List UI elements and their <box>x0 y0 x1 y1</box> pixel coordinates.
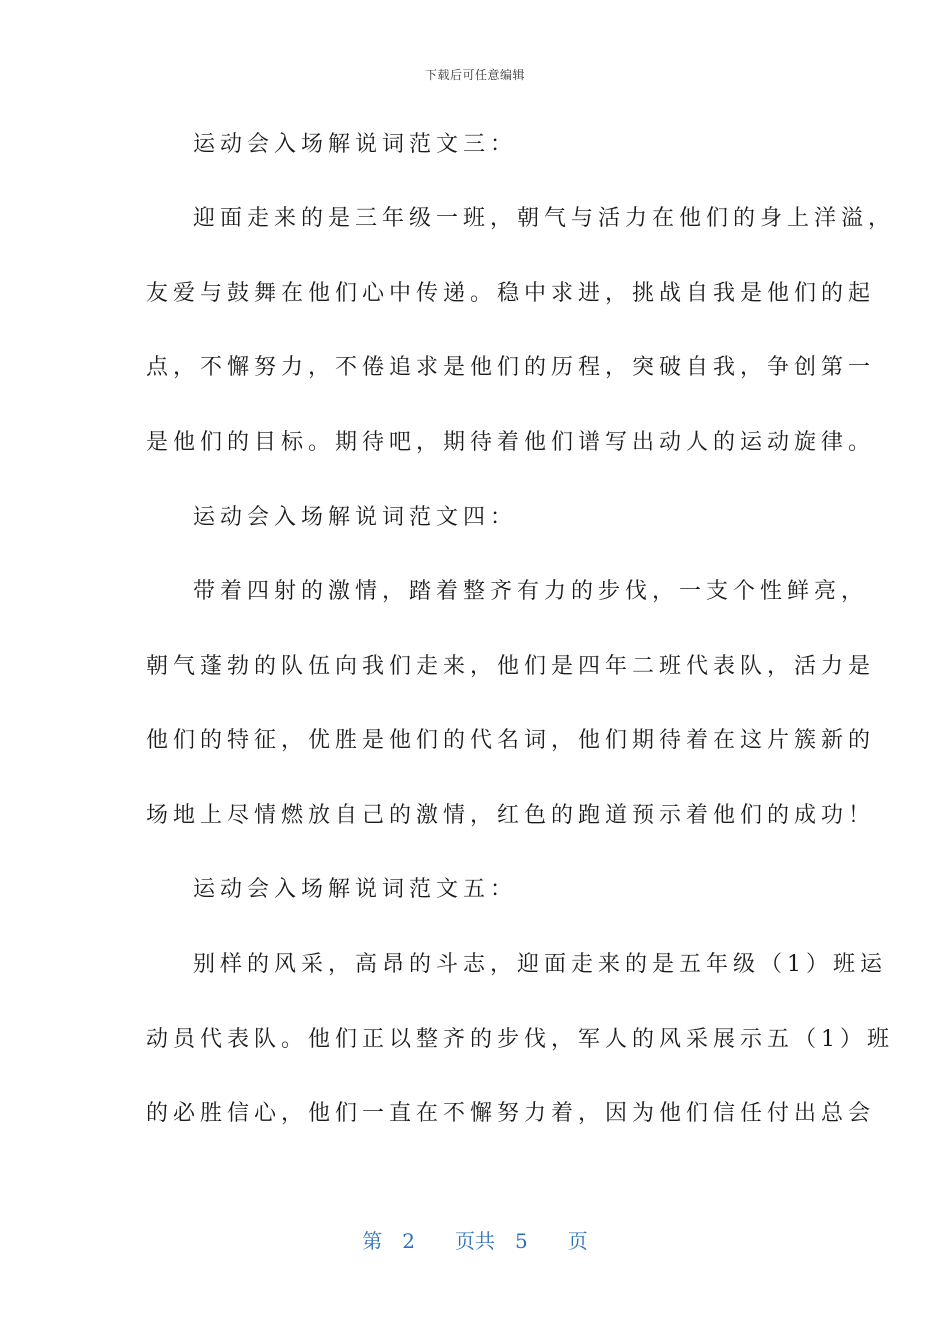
paragraph-line: 他们的特征，优胜是他们的代名词，他们期待着在这片簇新的 <box>146 728 876 753</box>
page-header: 下载后可任意编辑 <box>424 68 525 82</box>
paragraph-line: 迎面走来的是三年级一班，朝气与活力在他们的身上洋溢， <box>193 206 896 231</box>
footer-middle: 页共 <box>455 1229 495 1253</box>
footer-page-number: 2 <box>402 1229 415 1253</box>
section-heading: 运动会入场解说词范文五： <box>193 877 518 902</box>
footer-suffix: 页 <box>567 1229 588 1253</box>
footer-prefix: 第 <box>362 1229 383 1253</box>
paragraph-line: 的必胜信心，他们一直在不懈努力着，因为他们信任付出总会 <box>146 1101 876 1126</box>
paragraph-line: 场地上尽情燃放自己的激情，红色的跑道预示着他们的成功！ <box>146 803 876 828</box>
paragraph-line: 友爱与鼓舞在他们心中传递。稳中求进，挑战自我是他们的起 <box>146 281 876 306</box>
paragraph-line: 动员代表队。他们正以整齐的步伐，军人的风采展示五（1）班 <box>146 1027 894 1052</box>
paragraph-line: 带着四射的激情，踏着整齐有力的步伐，一支个性鲜亮， <box>193 579 869 604</box>
paragraph-line: 点，不懈努力，不倦追求是他们的历程，突破自我，争创第一 <box>146 355 876 380</box>
paragraph-line: 朝气蓬勃的队伍向我们走来，他们是四年二班代表队，活力是 <box>146 654 876 679</box>
section-heading: 运动会入场解说词范文四： <box>193 505 518 530</box>
paragraph-line: 别样的风采，高昂的斗志，迎面走来的是五年级（1）班运 <box>193 952 887 977</box>
paragraph-line: 是他们的目标。期待吧，期待着他们谱写出动人的运动旋律。 <box>146 430 876 455</box>
footer-total-pages: 5 <box>515 1229 528 1253</box>
page-footer <box>0 1225 950 1254</box>
section-heading: 运动会入场解说词范文三： <box>193 132 518 157</box>
